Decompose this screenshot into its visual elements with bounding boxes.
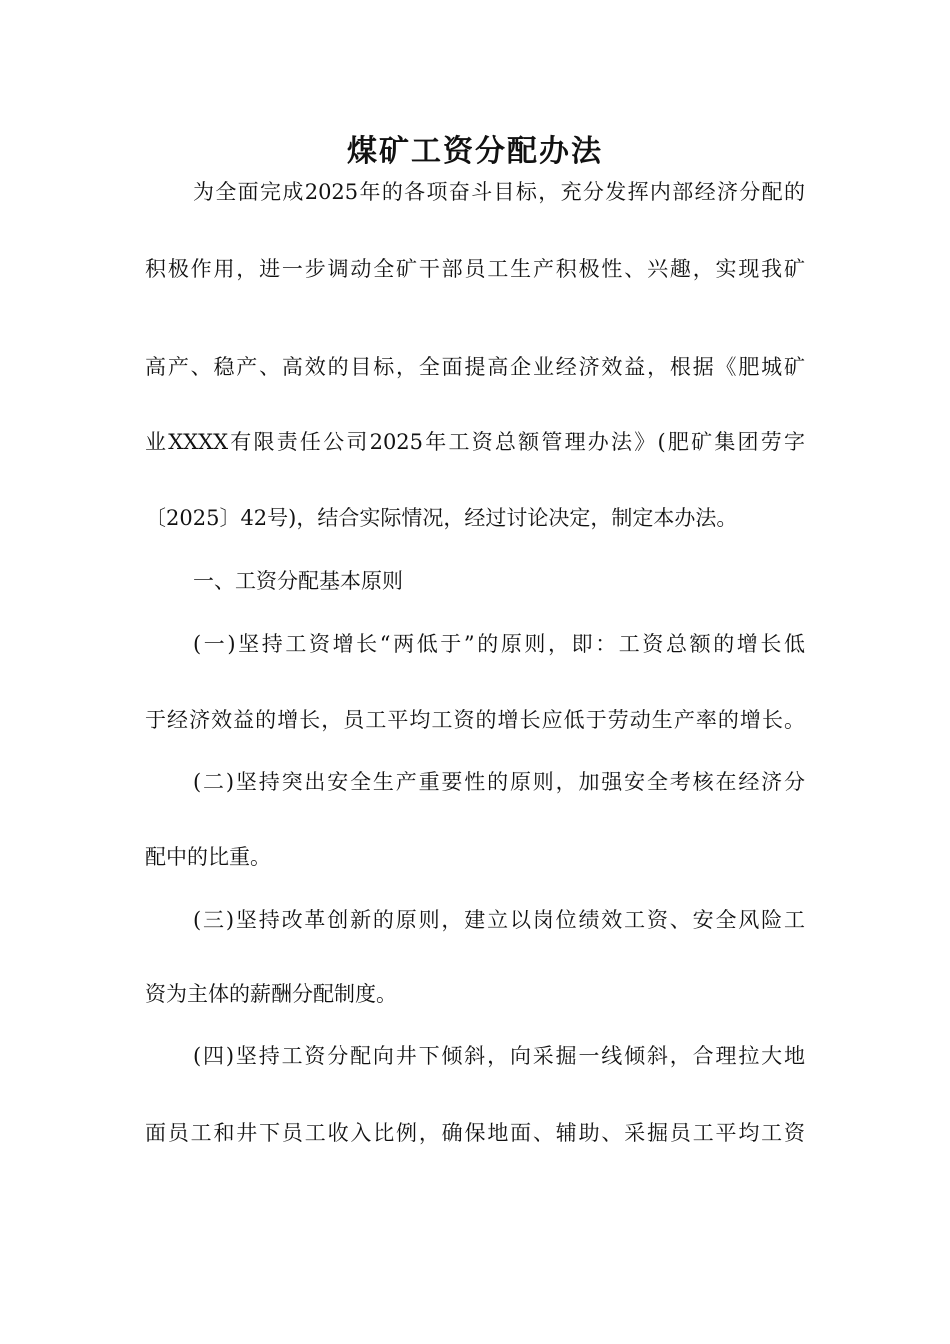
- paragraph-line: (一)坚持工资增长“两低于”的原则，即：工资总额的增长低: [193, 632, 805, 656]
- paragraph-line: 配中的比重。: [145, 845, 271, 869]
- paragraph-line: (三)坚持改革创新的原则，建立以岗位绩效工资、安全风险工: [193, 908, 805, 932]
- document-title: 煤矿工资分配办法: [347, 134, 603, 169]
- paragraph-line: 于经济效益的增长，员工平均工资的增长应低于劳动生产率的增长。: [145, 708, 805, 732]
- paragraph-line: 〔2025〕42号)，结合实际情况，经过讨论决定，制定本办法。: [145, 506, 738, 530]
- section-heading: 一、工资分配基本原则: [193, 569, 403, 593]
- paragraph-line: (四)坚持工资分配向井下倾斜，向采掘一线倾斜，合理拉大地: [193, 1044, 805, 1068]
- paragraph-line: (二)坚持突出安全生产重要性的原则，加强安全考核在经济分: [193, 770, 805, 794]
- paragraph-line: 高产、稳产、高效的目标，全面提高企业经济效益，根据《肥城矿: [145, 355, 805, 379]
- paragraph-line: 积极作用，进一步调动全矿干部员工生产积极性、兴趣，实现我矿: [145, 257, 805, 281]
- paragraph-line: 资为主体的薪酬分配制度。: [145, 982, 397, 1006]
- paragraph-line: 为全面完成2025年的各项奋斗目标，充分发挥内部经济分配的: [193, 180, 805, 204]
- paragraph-line: 面员工和井下员工收入比例，确保地面、辅助、采掘员工平均工资: [145, 1121, 805, 1145]
- paragraph-line: 业XXXX有限责任公司2025年工资总额管理办法》(肥矿集团劳字: [145, 430, 805, 454]
